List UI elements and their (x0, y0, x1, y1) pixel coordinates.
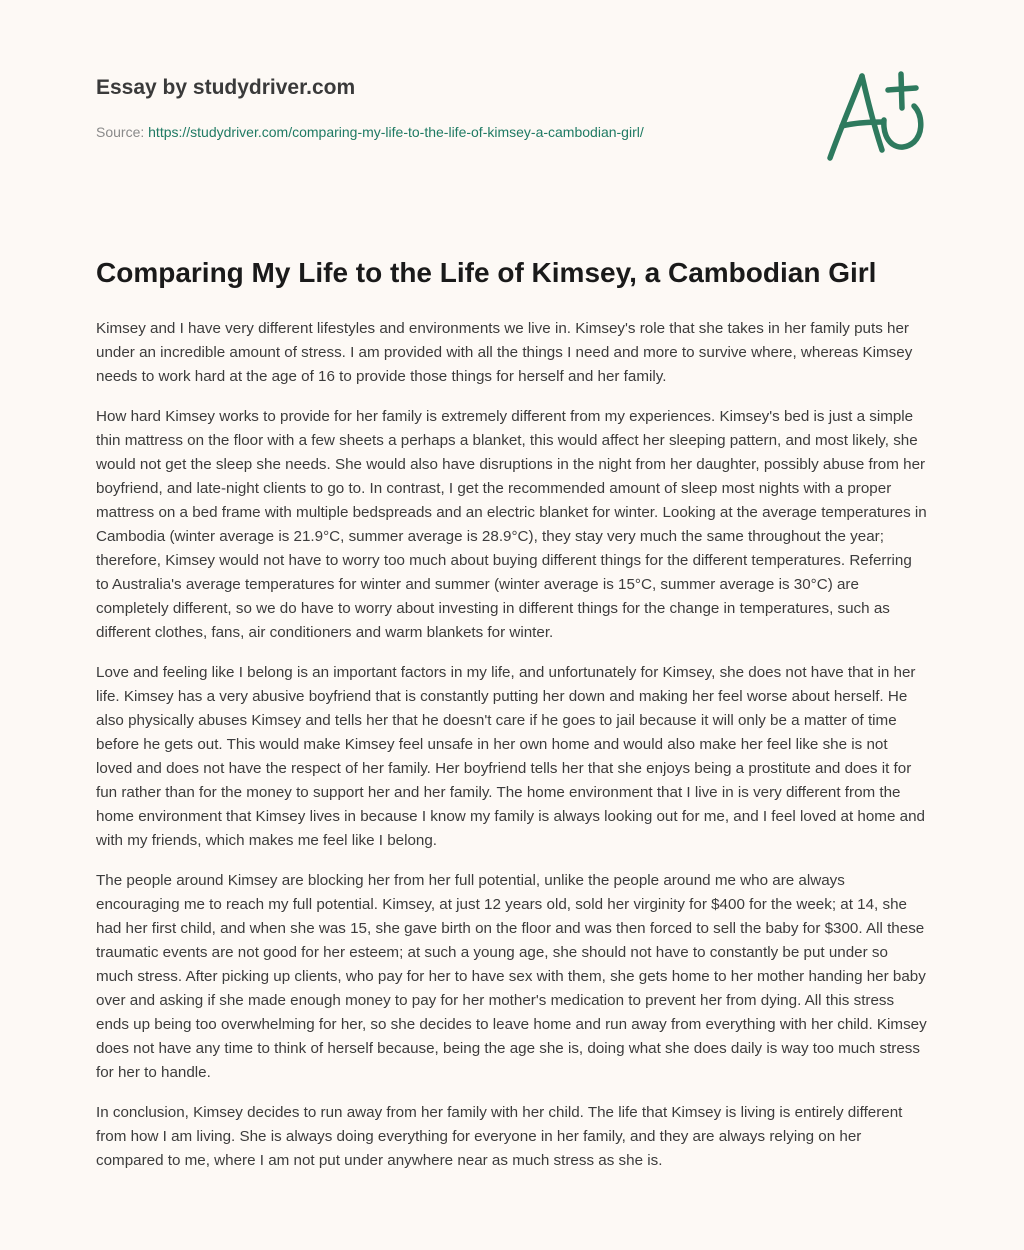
source-link[interactable]: https://studydriver.com/comparing-my-life-to-the-life-of-kimsey-a-cambodian-girl/ (148, 124, 644, 140)
source-label: Source: (96, 124, 145, 140)
site-title: Essay by studydriver.com (96, 76, 356, 99)
page-header (96, 74, 796, 141)
essay-paragraph: Love and feeling like I belong is an important factors in my life, and unfortunately for Kimsey, she does not have that in her life. Kimsey has a very abusive boyfriend that is constantly putting her down and making her feel worse about herself. He also physically abuses Kimsey and tells her that he doesn't care if he goes to jail because it will only be a matter of time before he gets out. This would make Kimsey feel unsafe in her own home and would also make her feel like she is not loved and does not have the respect of her family. Her boyfriend tells her that she enjoys being a prostitute and does it for fun rather than for the money to support her and her family. The home environment that I live in is very different from the home environment that Kimsey lives in because I know my family is always looking out for me, and I feel loved at home and with my friends, which makes me feel like I belong. (96, 664, 925, 849)
source-line (96, 123, 796, 141)
essay-title: Comparing My Life to the Life of Kimsey, a Cambodian Girl (96, 257, 877, 288)
essay-paragraph: Kimsey and I have very different lifestyles and environments we live in. Kimsey's role that she takes in her family puts her under an incredible amount of stress. I am provided with all the things I need and more to survive where, whereas Kimsey needs to work hard at the age of 16 to provide those things for herself and her family. (96, 320, 913, 385)
essay-paragraph: The people around Kimsey are blocking her from her full potential, unlike the people around me who are always encouraging me to reach my full potential. Kimsey, at just 12 years old, sold her virginity for $400 for the week; at 14, she had her first child, and when she was 15, she gave birth on the floor and was then forced to sell the baby for $300. All these traumatic events are not good for her esteem; at such a young age, she should not have to constantly be put under so much stress. After picking up clients, who pay for her to have sex with them, she gets home to her mother handing her baby over and asking if she made enough money to pay for her mother's medication to prevent her from dying. All this stress ends up being too overwhelming for her, so she decides to leave home and run away from everything with her child. Kimsey does not have any time to think of herself because, being the age she is, doing what she does daily is way too much stress for her to handle. (96, 872, 927, 1081)
a-plus-logo-icon (822, 68, 926, 164)
essay-body (96, 317, 928, 1173)
essay-paragraph: In conclusion, Kimsey decides to run away from her family with her child. The life that Kimsey is living is entirely different from how I am living. She is always doing everything for everyone in her family, and they are always relying on her compared to me, where I am not put under anywhere near as much stress as she is. (96, 1104, 903, 1169)
essay-paragraph: How hard Kimsey works to provide for her family is extremely different from my experiences. Kimsey's bed is just a simple thin mattress on the floor with a few sheets a perhaps a blanket, this would affect her sleeping pattern, and most likely, she would not get the sleep she needs. She would also have disruptions in the night from her daughter, possibly abuse from her boyfriend, and late-night clients to go to. In contrast, I get the recommended amount of sleep most nights with a proper mattress on a bed frame with multiple bedspreads and an electric blanket for winter. Looking at the average temperatures in Cambodia (winter average is 21.9°C, summer average is 28.9°C), they stay very much the same throughout the year; therefore, Kimsey would not have to worry too much about buying different things for the different temperatures. Referring to Australia's average temperatures for winter and summer (winter average is 15°C, summer average is 30°C) are completely different, so we do have to worry about investing in different things for the change in temperatures, such as different clothes, fans, air conditioners and warm blankets for winter. (96, 408, 927, 641)
essay-content (96, 254, 928, 1189)
